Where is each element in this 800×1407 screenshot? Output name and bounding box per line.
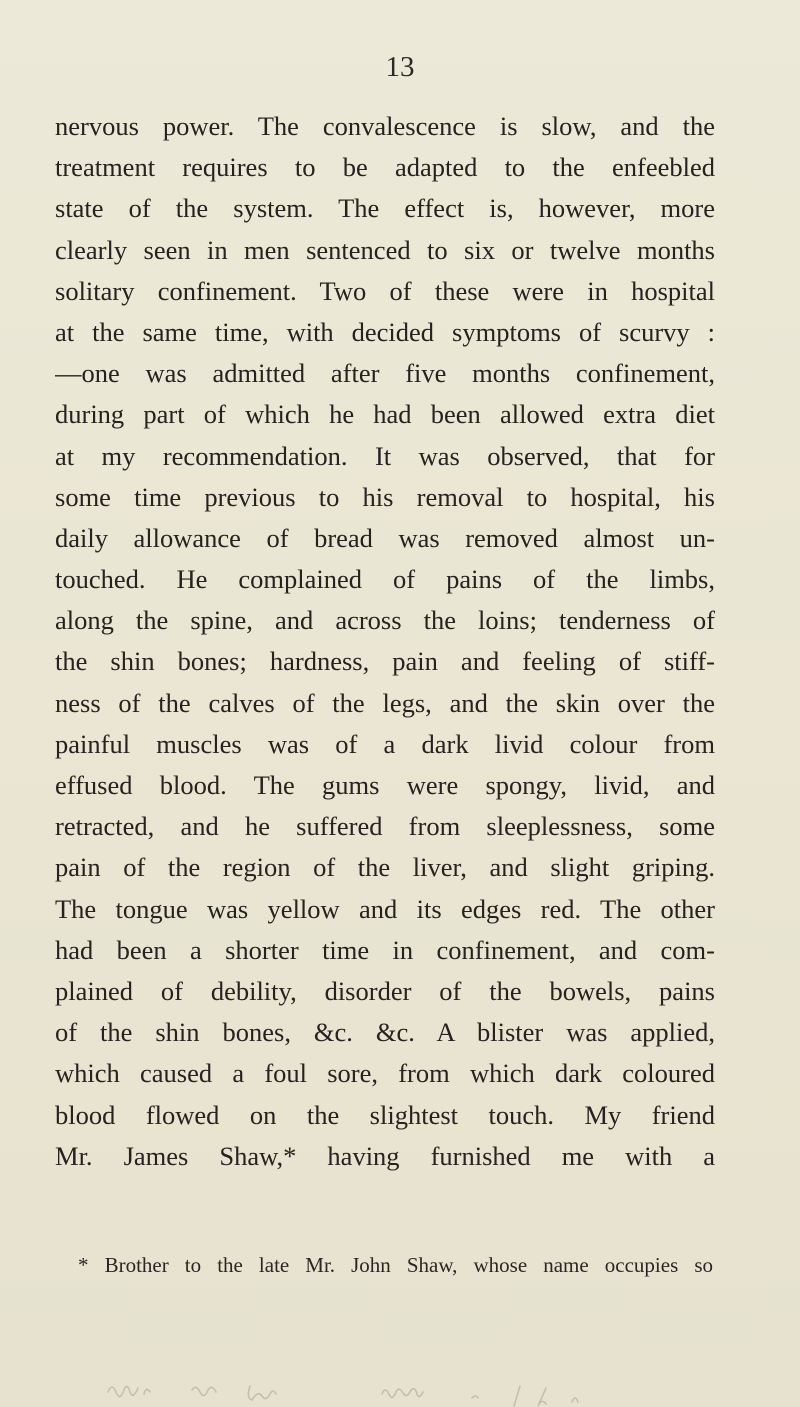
text-line: which caused a foul sore, from which dark coloured	[55, 1058, 715, 1089]
text-line: the shin bones; hardness, pain and feeling of stiff-	[55, 646, 715, 677]
text-line: Mr. James Shaw,* having furnished me with a	[55, 1140, 715, 1171]
text-line: blood flowed on the slightest touch. My friend	[55, 1099, 715, 1130]
text-line: state of the system. The effect is, however, more	[55, 193, 715, 224]
text-line: at my recommendation. It was observed, that for	[55, 440, 715, 471]
text-line: effused blood. The gums were spongy, livid, and	[55, 770, 715, 800]
text-line: retracted, and he suffered from sleeplessness, some	[55, 811, 715, 842]
text-line: The tongue was yellow and its edges red. The other	[55, 893, 715, 924]
footnote: * Brother to the late Mr. John Shaw, whose name occupies so	[78, 1253, 713, 1277]
text-line: touched. He complained of pains of the limbs,	[55, 564, 715, 595]
text-line: some time previous to his removal to hospital, his	[55, 481, 715, 512]
text-line: during part of which he had been allowed extra diet	[55, 399, 715, 430]
text-line: of the shin bones, &c. &c. A blister was applied,	[55, 1017, 715, 1048]
text-line: ness of the calves of the legs, and the skin over the	[55, 687, 715, 718]
text-line: plained of debility, disorder of the bowels, pains	[55, 975, 715, 1006]
text-line: clearly seen in men sentenced to six or twelve months	[55, 234, 715, 265]
page-number: 13	[385, 51, 415, 83]
text-line: painful muscles was of a dark livid colour from	[55, 728, 715, 759]
text-line: —one was admitted after five months confinement,	[55, 358, 715, 389]
handwriting-bleed-through	[100, 1372, 720, 1407]
body-text	[55, 106, 715, 1177]
text-line: pain of the region of the liver, and slight griping.	[55, 852, 715, 883]
text-line: solitary confinement. Two of these were in hospital	[55, 275, 715, 306]
text-line: at the same time, with decided symptoms of scurvy :	[55, 316, 715, 347]
text-line: had been a shorter time in confinement, and com-	[55, 934, 715, 965]
text-line: treatment requires to be adapted to the enfeebled	[55, 152, 715, 183]
text-line: nervous power. The convalescence is slow, and the	[55, 111, 715, 141]
text-line: along the spine, and across the loins; tenderness of	[55, 605, 715, 636]
text-line: daily allowance of bread was removed almost un-	[55, 522, 715, 553]
